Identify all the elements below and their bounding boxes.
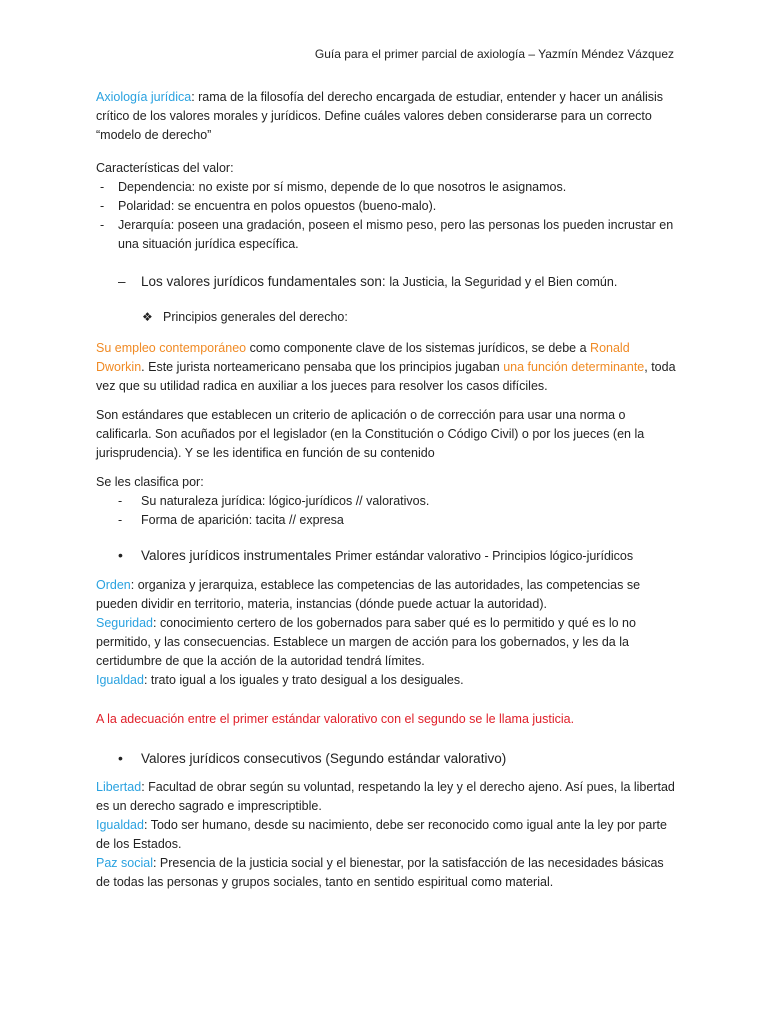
list-item: - Forma de aparición: tacita // expresa [96, 511, 678, 530]
characteristics-list [96, 178, 678, 254]
instrumental-lead: Valores jurídicos instrumentales [141, 548, 336, 563]
principles-heading [96, 308, 678, 327]
value-definition [96, 671, 678, 690]
diamond-bullet-icon: ❖ [142, 310, 153, 324]
bullet-icon: • [118, 750, 123, 766]
value-definition [96, 854, 678, 892]
value-text: : Facultad de obrar según su voluntad, respetando la ley y el derecho ajeno. Así pues, la libertad es un derecho sagrado e imprescriptible. [96, 780, 675, 813]
justice-note: A la adecuación entre el primer estándar valorativo con el segundo se le llama justicia. [96, 712, 575, 726]
value-text: : Todo ser humano, desde su nacimiento, debe ser reconocido como igual ante la ley por parte de los Estados. [96, 818, 667, 851]
list-item: - Su naturaleza jurídica: lógico-jurídicos // valorativos. [96, 492, 678, 511]
highlight-function: una función determinante [503, 360, 645, 374]
consecutive-values [96, 778, 678, 892]
fundamental-rest: la Justicia, la Seguridad y el Bien común. [389, 275, 618, 289]
classify-heading: Se les clasifica por: [96, 475, 204, 489]
fundamental-lead: Los valores jurídicos fundamentales son: [141, 274, 390, 289]
paragraph-text: . Este jurista norteamericano pensaba que los principios jugaban [141, 360, 504, 374]
en-dash-marker: – [118, 274, 126, 289]
consecutive-heading-text: Valores jurídicos consecutivos (Segundo estándar valorativo) [141, 751, 507, 766]
instrumental-values [96, 576, 678, 690]
classify-list [96, 492, 678, 530]
list-item: - Dependencia: no existe por sí mismo, depende de lo que nosotros le asignamos. [96, 178, 678, 197]
principles-heading-text: Principios generales del derecho: [163, 310, 348, 324]
value-term: Seguridad [96, 616, 153, 630]
bullet-icon: • [118, 547, 123, 563]
value-term: Orden [96, 578, 131, 592]
standards-paragraph: Son estándares que establecen un criterio de aplicación o de corrección para usar una norma o calificarla. Son acuñados por el legislador (en la Constitución o Código Civil) o por los jueces (en la jurisprudencia). Y se les identifica en función de su contenido [96, 408, 645, 460]
instrumental-heading [96, 546, 678, 566]
value-definition [96, 614, 678, 671]
paragraph-text: , toda vez que su utilidad radica en auxiliar a los jueces para resolver los casos difíciles. [96, 360, 676, 393]
value-text: : Presencia de la justicia social y el bienestar, por la satisfacción de las necesidades básicas de todas las personas y grupos sociales, tanto en sentido espiritual como material. [96, 856, 664, 889]
paragraph-text: como componente clave de los sistemas jurídicos, se debe a [246, 341, 591, 355]
list-item: - Jerarquía: poseen una gradación, poseen el mismo peso, pero las personas los pueden incrustar en una situación jurídica específica. [96, 216, 678, 254]
value-definition [96, 576, 678, 614]
value-term: Paz social [96, 856, 153, 870]
intro-definition: : rama de la filosofía del derecho encargada de estudiar, entender y hacer un análisis crítico de los valores morales y jurídicos. Define cuáles valores deben considerarse para un correcto “modelo de derecho” [96, 90, 664, 142]
value-definition [96, 778, 678, 816]
page-header: Guía para el primer parcial de axiología – Yazmín Méndez Vázquez [314, 47, 674, 61]
highlight-contemporary: Su empleo contemporáneo [96, 341, 247, 355]
highlight-dworkin: Ronald Dworkin [96, 341, 630, 374]
document-body [96, 88, 678, 892]
value-term: Igualdad [96, 818, 144, 832]
value-text: : trato igual a los iguales y trato desigual a los desiguales. [143, 673, 464, 687]
list-item: - Polaridad: se encuentra en polos opuestos (bueno-malo). [96, 197, 678, 216]
instrumental-rest: Primer estándar valorativo - Principios lógico-jurídicos [335, 549, 634, 563]
intro-paragraph [96, 88, 678, 145]
value-text: : organiza y jerarquiza, establece las competencias de las autoridades, las competencias se pueden dividir en territorio, materia, instancias (dónde puede actuar la autoridad). [96, 578, 641, 611]
dworkin-paragraph [96, 339, 678, 396]
characteristics-heading: Características del valor: [96, 161, 234, 175]
value-term: Libertad [96, 780, 142, 794]
value-term: Igualdad [96, 673, 144, 687]
consecutive-heading [96, 749, 678, 768]
value-text: : conocimiento certero de los gobernados para saber qué es lo permitido y qué es lo no permitido, y las consecuencias. Establece un margen de acción para los gobernados, y les da la certidumbre de que la acción de la autoridad tendrá límites. [96, 616, 636, 668]
value-definition [96, 816, 678, 854]
fundamental-values [96, 272, 678, 292]
intro-term: Axiología jurídica [96, 90, 192, 104]
